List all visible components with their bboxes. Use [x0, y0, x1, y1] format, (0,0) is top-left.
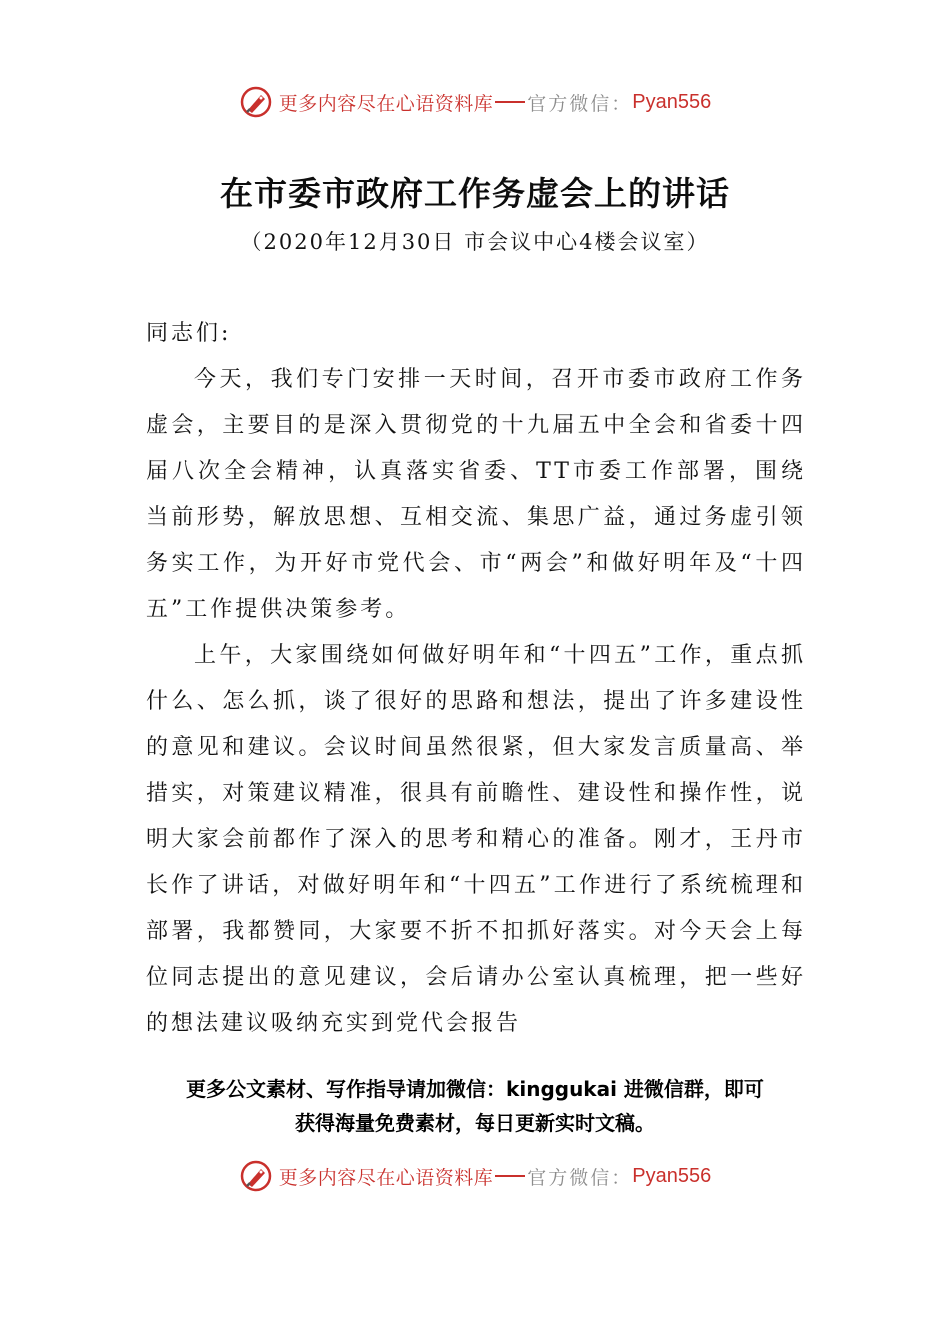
watermark-footer — [0, 1156, 950, 1196]
watermark-dash — [495, 1175, 525, 1177]
salutation: 同志们: — [146, 321, 232, 346]
watermark-header — [0, 82, 950, 122]
page-subtitle: （2020年12月30日 市会议中心4楼会议室） — [240, 230, 710, 254]
footer-promo — [0, 1072, 950, 1140]
watermark-text: 更多内容尽在心语资料库 — [278, 92, 494, 115]
footer-line: 获得海量免费素材，每日更新实时文稿。 — [295, 1111, 655, 1135]
watermark-text: 更多内容尽在心语资料库 — [278, 1166, 494, 1189]
paragraph: 上午，大家围绕如何做好明年和“十四五”工作，重点抓什么、怎么抓，谈了很好的思路和想法，提出了许多建设性的意见和建议。会议时间虽然很紧，但大家发言质量高、举措实，对策建议精准，很具有前瞻性、建设性和操作性，说明大家会前都作了深入的思考和精心的准备。刚才，王丹市长作了讲话，对做好明年和“十四五”工作进行了系统梳理和部署，我都赞同，大家要不折不扣抓好落实。对今天会上每位同志提出的意见建议，会后请办公室认真梳理，把一些好的想法建议吸纳充实到党代会报告 — [146, 643, 806, 1036]
pen-nib-logo-icon — [239, 85, 273, 119]
watermark-id: Pyan556 — [632, 1164, 712, 1187]
watermark-label: 官方微信： — [527, 92, 633, 115]
watermark-dash — [495, 101, 525, 103]
speech-body — [146, 311, 806, 1047]
paragraph: 今天，我们专门安排一天时间，召开市委市政府工作务虚会，主要目的是深入贯彻党的十九届五中全会和省委十四届八次全会精神，认真落实省委、TT市委工作部署，围绕当前形势，解放思想、互相交流、集思广益，通过务虚引领务实工作，为开好市党代会、市“两会”和做好明年及“十四五”工作提供决策参考。 — [146, 367, 806, 622]
footer-line: 更多公文素材、写作指导请加微信：kinggukai 进微信群，即可 — [186, 1077, 764, 1101]
watermark-id: Pyan556 — [632, 90, 712, 113]
page-title: 在市委市政府工作务虚会上的讲话 — [220, 174, 730, 213]
watermark-label: 官方微信： — [527, 1166, 633, 1189]
pen-nib-logo-icon — [239, 1159, 273, 1193]
